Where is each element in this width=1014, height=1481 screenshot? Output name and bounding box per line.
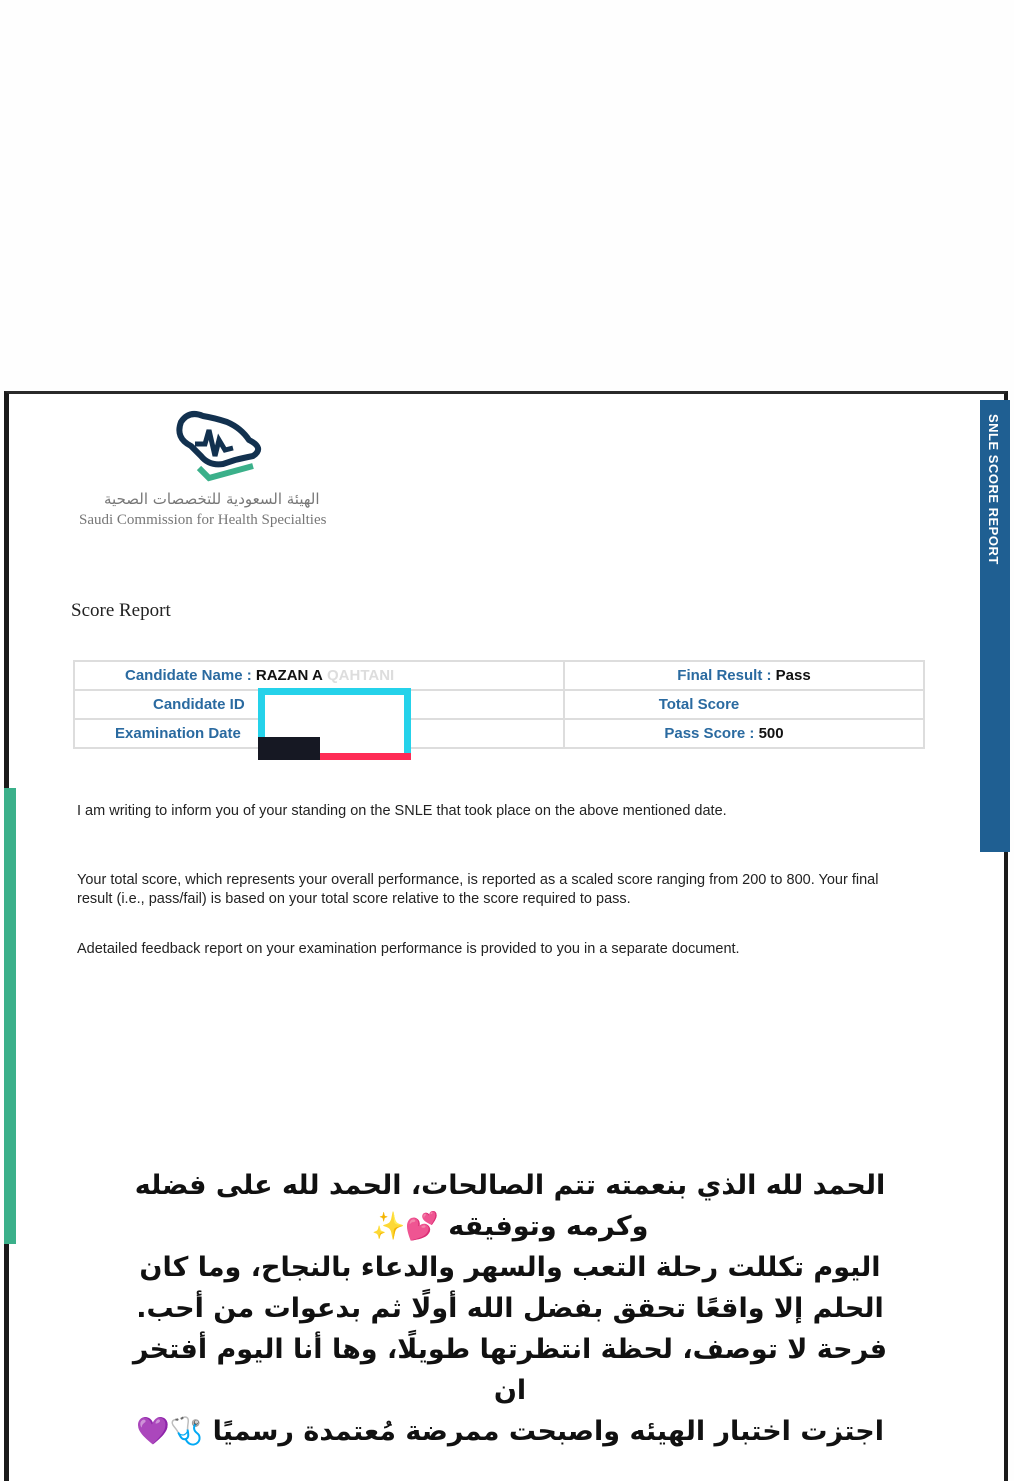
side-band-label: SNLE SCORE REPORT bbox=[986, 414, 1001, 565]
caption-line: الحمد لله الذي بنعمته تتم الصالحات، الحمد لله على فضله bbox=[134, 1170, 886, 1201]
pass-score-label: Pass Score : bbox=[664, 725, 755, 742]
page-title: Score Report bbox=[71, 600, 171, 621]
candidate-id-label: Candidate ID bbox=[153, 696, 245, 713]
final-result-label: Final Result : bbox=[677, 667, 772, 684]
side-band bbox=[980, 400, 1010, 852]
arabic-caption bbox=[120, 1165, 900, 1452]
logo-arabic-text: الهيئة السعودية للتخصصات الصحية bbox=[104, 490, 320, 508]
caption-line: وكرمه وتوفيقه 💕✨ bbox=[371, 1211, 649, 1242]
table-row bbox=[74, 690, 924, 719]
candidate-name-faded: QAHTANI bbox=[326, 667, 395, 684]
paragraph-intro: I am writing to inform you of your standing on the SNLE that took place on the above mentioned date. bbox=[77, 803, 727, 819]
table-row bbox=[74, 719, 924, 748]
candidate-name-label: Candidate Name : bbox=[125, 667, 252, 684]
pass-score-value: 500 bbox=[758, 725, 784, 742]
caption-line: فرحة لا توصف، لحظة انتظرتها طويلًا، وها أنا اليوم أفتخر ان bbox=[132, 1334, 888, 1406]
candidate-name-value: RAZAN A bbox=[255, 667, 323, 684]
total-score-label: Total Score bbox=[658, 696, 740, 713]
final-result-value: Pass bbox=[775, 667, 811, 684]
paragraph-score: Your total score, which represents your overall performance, is reported as a scaled score ranging from 200 to 800. Your final result (i.e., pass/fail) is based on your total score relative to the score required to pass. bbox=[77, 872, 879, 907]
score-table bbox=[73, 660, 925, 749]
logo-english-text: Saudi Commission for Health Specialties bbox=[79, 512, 327, 528]
green-stripe bbox=[4, 788, 16, 1244]
caption-line: اجتزت اختبار الهيئه واصبحت ممرضة مُعتمدة رسميًا 🩺💜 bbox=[135, 1416, 884, 1447]
table-row bbox=[74, 661, 924, 690]
redaction-box bbox=[258, 688, 411, 760]
schs-logo-icon bbox=[169, 408, 269, 493]
exam-date-label: Examination Date bbox=[115, 725, 241, 742]
caption-line: اليوم تكللت رحلة التعب والسهر والدعاء بالنجاح، وما كان bbox=[139, 1252, 881, 1283]
caption-line: الحلم إلا واقعًا تحقق بفضل الله أولًا ثم بدعوات من أحب. bbox=[136, 1293, 884, 1324]
paragraph-feedback: Adetailed feedback report on your examination performance is provided to you in a separate document. bbox=[77, 941, 740, 957]
